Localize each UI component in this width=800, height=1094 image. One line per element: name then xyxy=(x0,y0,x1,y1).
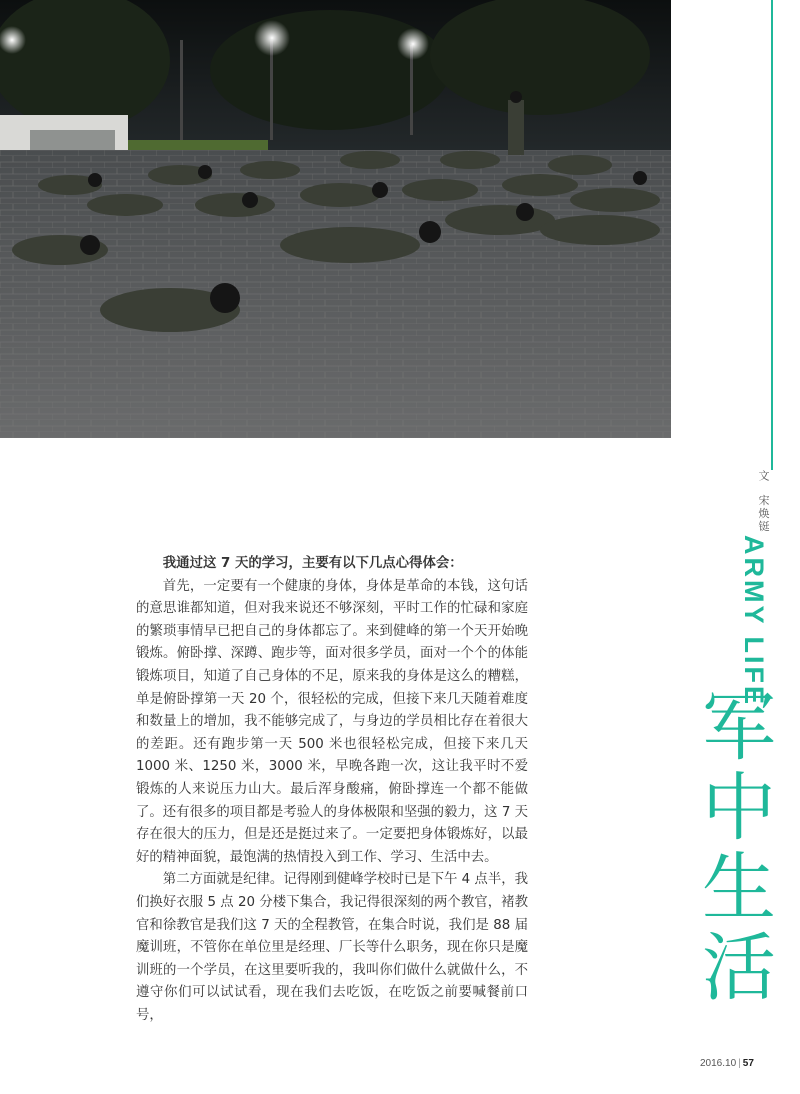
author-credit xyxy=(755,470,771,534)
accent-rule xyxy=(771,0,773,470)
folio-separator: | xyxy=(738,1058,741,1069)
page-number: 57 xyxy=(742,1058,754,1069)
author-name: 宋焕铤 xyxy=(757,494,770,534)
article-lead: 我通过这 7 天的学习，主要有以下几点心得体会： xyxy=(162,556,463,571)
section-char: 军 xyxy=(702,685,776,771)
article-body xyxy=(136,553,528,1027)
issue-date: 2016.10 xyxy=(700,1058,737,1069)
night-pushup-photo xyxy=(0,0,671,438)
section-title-en: ARMY LIFE xyxy=(739,535,769,708)
folio xyxy=(700,1058,754,1069)
author-label: 文 xyxy=(757,470,770,483)
section-title-zh xyxy=(691,685,787,1011)
article-paragraph: 第二方面就是纪律。记得刚到健峰学校时已是下午 4 点半，我们换好衣服 5 点 20 分楼下集合，我记得很深刻的两个教官，褚教官和徐教官是我们这 7 天的全程教管，在集合时说，我们是 88 届魔训班，不管你在单位里是经理、厂长等什么职务，现在你只是魔训班的一个学员，在这里要听我的，我叫你们做什么就做什么，不遵守你们可以试试看，现在我们去吃饭，在吃饭之前要喊餐前口号， xyxy=(136,872,528,1023)
cover-photo xyxy=(0,0,671,438)
section-char: 生 xyxy=(702,845,776,931)
article-paragraph: 首先，一定要有一个健康的身体，身体是革命的本钱，这句话的意思谁都知道，但对我来说还不够深刻，平时工作的忙碌和家庭的繁琐事情早已把自己的身体都忘了。来到健峰的第一个天开始晚锻炼。俯卧撑、深蹲、跑步等，面对很多学员，面对一个个的体能锻炼项目，知道了自己身体的不足，原来我的身体是这么的糟糕，单是俯卧撑第一天 20 个，很轻松的完成，但接下来几天随着难度和数量上的增加，我不能够完成了，与身边的学员相比存在着很大的差距。还有跑步第一天 500 米也很轻松完成，但接下来几天 1000 米、1250 米，3000 米，早晚各跑一次，这让我平时不爱锻炼的人来说压力山大。最后浑身酸痛，俯卧撑连一个都不能做了。还有很多的项目都是考验人的身体极限和坚强的毅力，这 7 天存在很大的压力，但是还是挺过来了。一定要把身体锻炼好，以最好的精神面貌，最饱满的热情投入到工作、学习、生活中去。 xyxy=(136,578,528,865)
section-char: 活 xyxy=(702,925,776,1011)
section-char: 中 xyxy=(702,765,776,851)
